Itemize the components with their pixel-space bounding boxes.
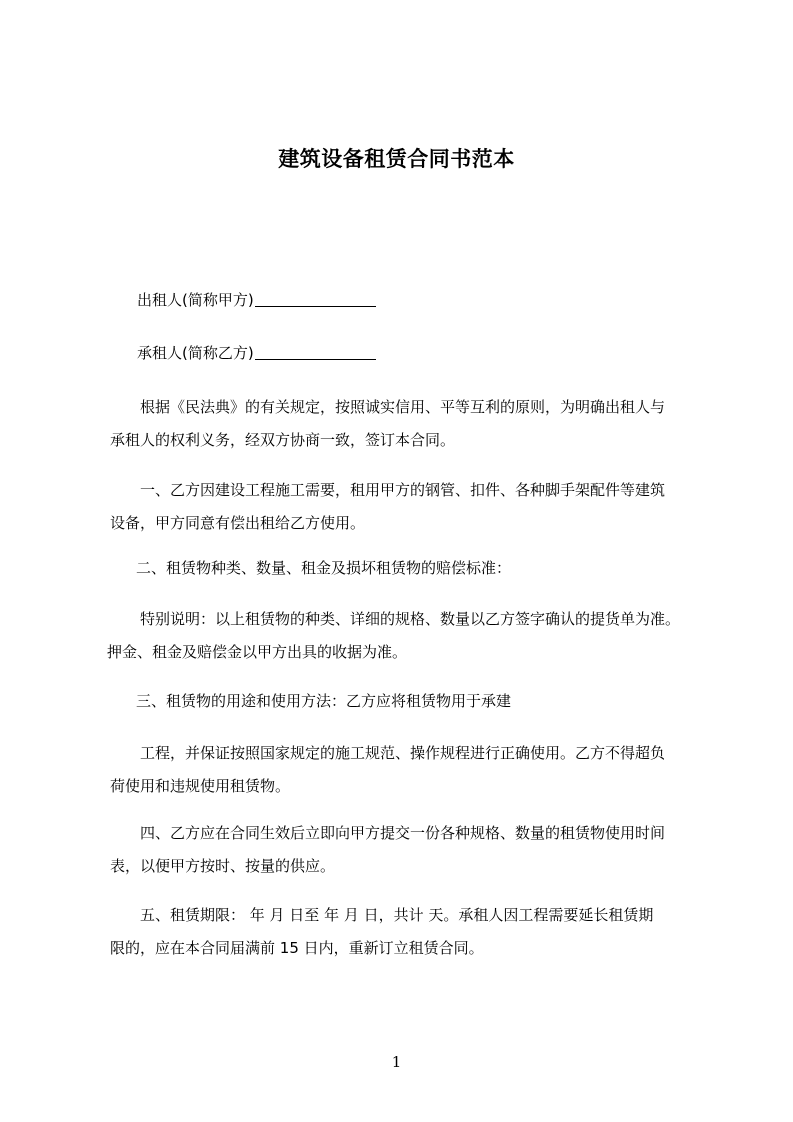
project-line-2: 荷使用和违规使用租赁物。 <box>110 777 291 795</box>
clause-5 <box>110 899 720 965</box>
lessor-field <box>137 284 747 317</box>
project-line-1: 工程，并保证按照国家规定的施工规范、操作规程进行正确使用。乙方不得超负 <box>140 744 666 762</box>
intro-line-2: 承租人的权利义务，经双方协商一致，签订本合同。 <box>110 431 456 449</box>
clause-4-line-2: 表，以便甲方按时、按量的供应。 <box>110 857 336 875</box>
clause-3-line-1: 三、租赁物的用途和使用方法：乙方应将租赁物用于承建 <box>136 692 512 710</box>
lessor-blank-line[interactable] <box>255 292 376 307</box>
clause-5-line-2: 限的，应在本合同届满前 15 日内，重新订立租赁合同。 <box>110 939 484 957</box>
clause-1-line-1: 一、乙方因建设工程施工需要，租用甲方的钢管、扣件、各种脚手架配件等建筑 <box>140 481 666 499</box>
clause-5-line-1: 五、租赁期限： 年 月 日至 年 月 日，共计 天。承租人因工程需要延长租赁期 <box>140 906 654 924</box>
intro-line-1: 根据《民法典》的有关规定，按照诚实信用、平等互利的原则，为明确出租人与 <box>140 398 666 416</box>
special-note-line-1: 特别说明：以上租赁物的种类、详细的规格、数量以乙方签字确认的提货单为准。 <box>140 610 681 628</box>
clause-4 <box>110 817 720 883</box>
clause-1-line-2: 设备，甲方同意有偿出租给乙方使用。 <box>110 514 366 532</box>
clause-1 <box>110 474 720 540</box>
clause-3 <box>110 685 720 718</box>
special-note-line-2: 押金、租金及赔偿金以甲方出具的收据为准。 <box>107 643 408 661</box>
lessee-field <box>137 337 747 370</box>
clause-4-line-1: 四、乙方应在合同生效后立即向甲方提交一份各种规格、数量的租赁物使用时间 <box>140 824 666 842</box>
document-title: 建筑设备租赁合同书范本 <box>278 147 515 171</box>
clause-2-line-1: 二、租赁物种类、数量、租金及损坏租赁物的赔偿标准： <box>136 559 512 577</box>
page-number: 1 <box>391 1053 402 1071</box>
project-paragraph <box>110 737 720 803</box>
clause-2 <box>110 552 720 585</box>
lessee-label: 承租人(简称乙方) <box>137 344 254 362</box>
intro-paragraph <box>110 391 720 457</box>
lessor-label: 出租人(简称甲方) <box>137 291 254 309</box>
lessee-blank-line[interactable] <box>255 345 376 360</box>
special-note <box>107 603 720 669</box>
